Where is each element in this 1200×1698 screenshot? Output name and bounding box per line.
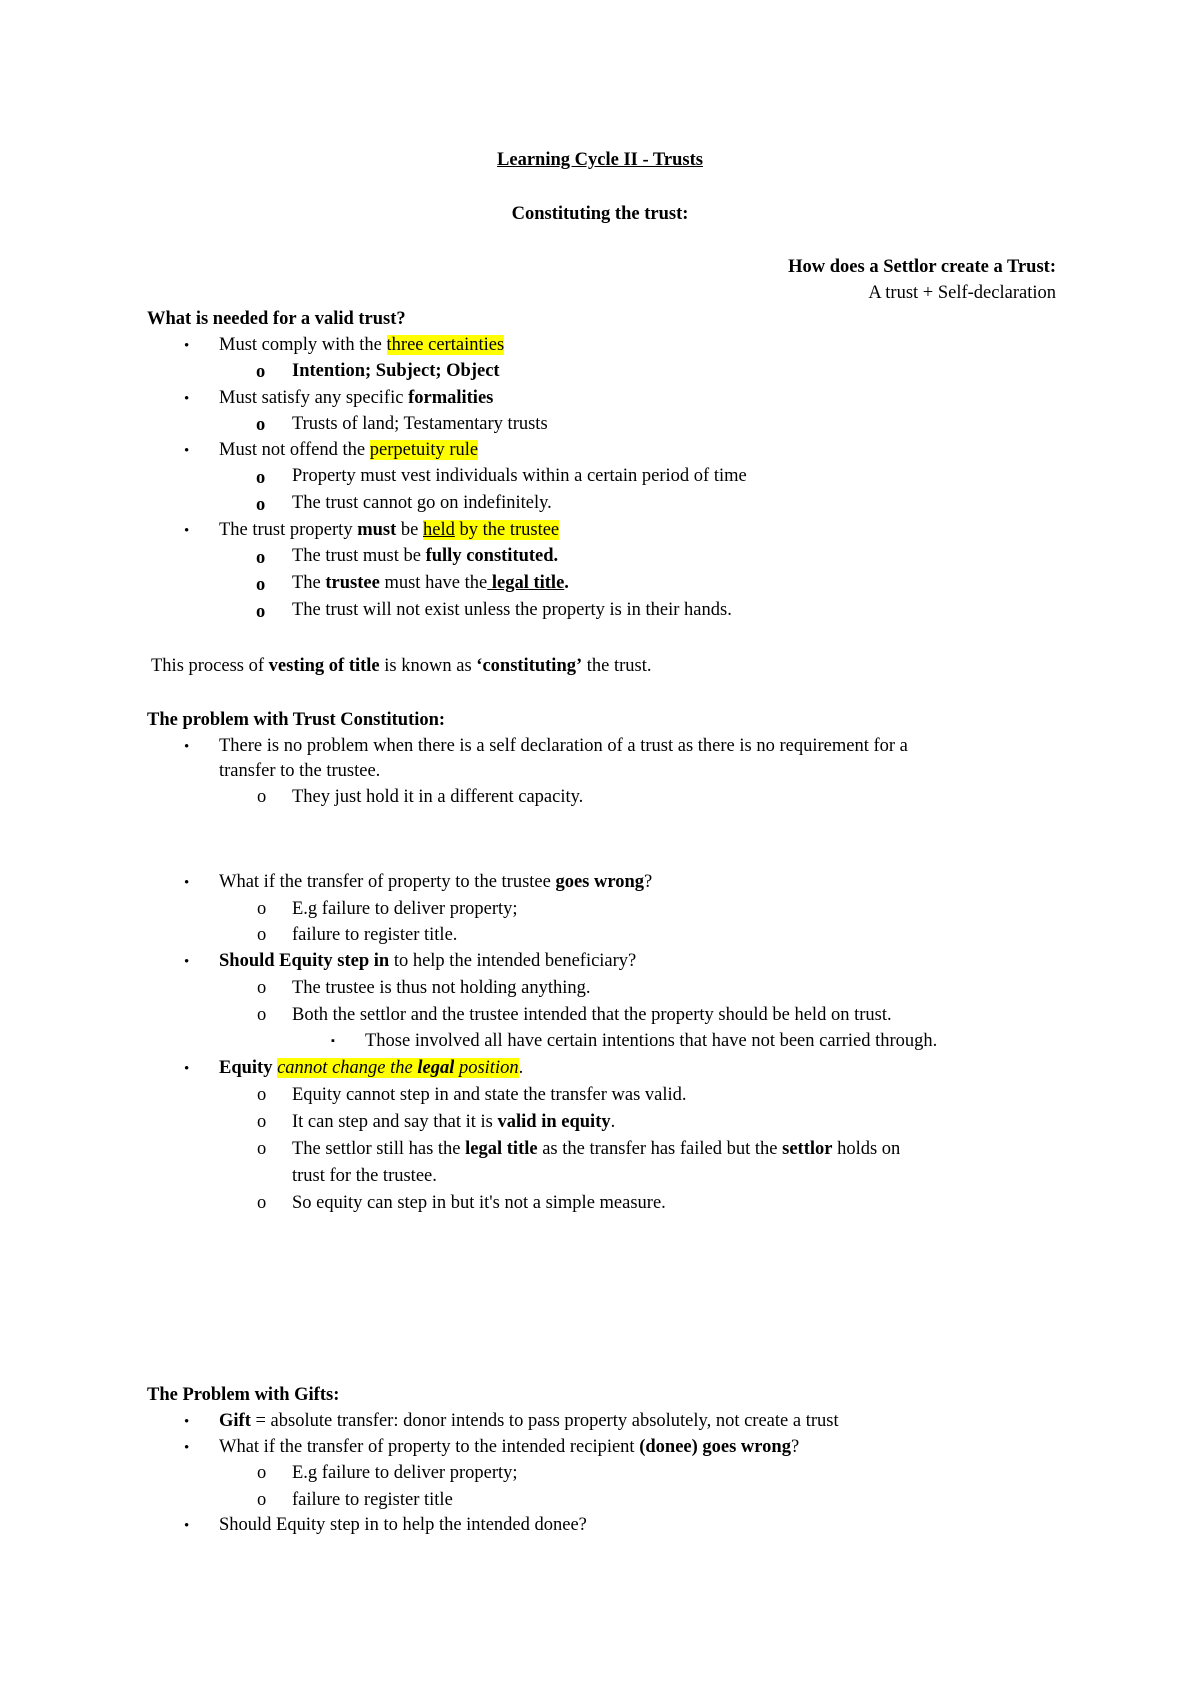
bullet-icon: •: [184, 391, 190, 407]
list-item: E.g failure to deliver property;: [292, 1463, 518, 1483]
sub-bullet-icon: o: [257, 899, 267, 919]
sub-bullet-icon: o: [256, 415, 266, 435]
bullet-icon: •: [184, 1518, 190, 1534]
sub-bullet-icon: o: [256, 468, 266, 488]
valid-trust-heading: What is needed for a valid trust?: [147, 309, 406, 329]
list-item: Those involved all have certain intentions that have not been carried through.: [365, 1031, 938, 1051]
bullet-icon: •: [184, 443, 190, 459]
list-item: Gift = absolute transfer: donor intends to pass property absolutely, not create a trust: [219, 1411, 839, 1431]
list-item: The trust property must be held by the trustee: [219, 520, 560, 540]
list-item: Equity cannot step in and state the transfer was valid.: [292, 1085, 687, 1105]
list-item: failure to register title: [292, 1490, 453, 1510]
sub-bullet-icon: o: [257, 925, 267, 945]
list-item: failure to register title.: [292, 925, 458, 945]
list-item: The trust will not exist unless the property is in their hands.: [292, 600, 732, 620]
list-item-continued: transfer to the trustee.: [219, 761, 381, 781]
page-title: Learning Cycle II - Trusts: [497, 150, 703, 170]
sub-bullet-icon: o: [256, 548, 266, 568]
vesting-paragraph: This process of vesting of title is known as ‘constituting’ the trust.: [151, 656, 652, 676]
bullet-icon: •: [184, 954, 190, 970]
list-item: Equity cannot change the legal position.: [219, 1058, 524, 1078]
bullet-icon: •: [184, 523, 190, 539]
problem-heading: The problem with Trust Constitution:: [147, 710, 446, 730]
settlor-answer: A trust + Self-declaration: [868, 283, 1056, 303]
list-item: Property must vest individuals within a certain period of time: [292, 466, 747, 486]
bullet-icon: •: [184, 1440, 190, 1456]
list-item: Trusts of land; Testamentary trusts: [292, 414, 548, 434]
sub-bullet-icon: o: [257, 978, 267, 998]
list-item: E.g failure to deliver property;: [292, 899, 518, 919]
bullet-icon: •: [184, 338, 190, 354]
bullet-icon: •: [184, 1061, 190, 1077]
sub-bullet-icon: o: [256, 602, 266, 622]
list-item: Should Equity step in to help the intended donee?: [219, 1515, 587, 1535]
list-item: The trust cannot go on indefinitely.: [292, 493, 552, 513]
sub-bullet-icon: o: [257, 1490, 267, 1510]
list-item: The trustee is thus not holding anything.: [292, 978, 591, 998]
list-item: Both the settlor and the trustee intended that the property should be held on trust.: [292, 1005, 892, 1025]
list-item: The settlor still has the legal title as the transfer has failed but the settlor holds on: [292, 1139, 901, 1159]
list-item: What if the transfer of property to the intended recipient (donee) goes wrong?: [219, 1437, 800, 1457]
list-item: Must satisfy any specific formalities: [219, 388, 494, 408]
list-item: Must not offend the perpetuity rule: [219, 440, 479, 460]
sub-bullet-icon: o: [256, 495, 266, 515]
settlor-heading: How does a Settlor create a Trust:: [788, 257, 1056, 277]
square-bullet-icon: ▪: [331, 1035, 335, 1047]
list-item: What if the transfer of property to the trustee goes wrong?: [219, 872, 653, 892]
sub-bullet-icon: o: [257, 1085, 267, 1105]
list-item: The trust must be fully constituted.: [292, 546, 559, 566]
gifts-heading: The Problem with Gifts:: [147, 1385, 340, 1405]
sub-bullet-icon: o: [257, 1193, 267, 1213]
sub-bullet-icon: o: [257, 787, 267, 807]
sub-bullet-icon: o: [257, 1463, 267, 1483]
bullet-icon: •: [184, 875, 190, 891]
sub-bullet-icon: o: [257, 1005, 267, 1025]
list-item: So equity can step in but it's not a simple measure.: [292, 1193, 666, 1213]
list-item-continued: trust for the trustee.: [292, 1166, 437, 1186]
bullet-icon: •: [184, 1414, 190, 1430]
list-item: Intention; Subject; Object: [292, 361, 500, 381]
list-item: They just hold it in a different capacity.: [292, 787, 584, 807]
list-item: It can step and say that it is valid in equity.: [292, 1112, 616, 1132]
sub-bullet-icon: o: [256, 575, 266, 595]
sub-bullet-icon: o: [256, 362, 266, 382]
list-item: Should Equity step in to help the intended beneficiary?: [219, 951, 637, 971]
page-subtitle: Constituting the trust:: [511, 204, 689, 224]
list-item: The trustee must have the legal title.: [292, 573, 569, 593]
sub-bullet-icon: o: [257, 1112, 267, 1132]
list-item: There is no problem when there is a self declaration of a trust as there is no requirement for a: [219, 736, 908, 756]
list-item: Must comply with the three certainties: [219, 335, 505, 355]
bullet-icon: •: [184, 739, 190, 755]
sub-bullet-icon: o: [257, 1139, 267, 1159]
